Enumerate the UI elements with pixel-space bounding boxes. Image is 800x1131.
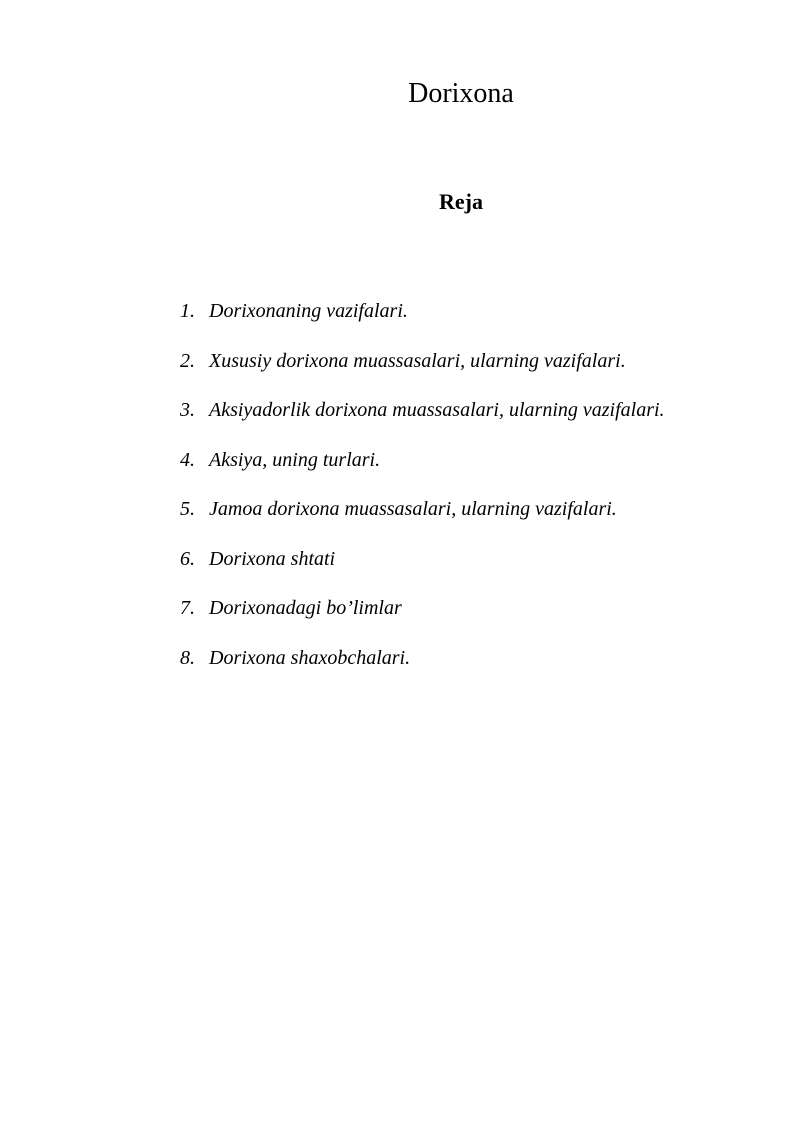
plan-heading: Reja xyxy=(439,189,483,214)
plan-item-text: Jamoa dorixona muassasalari, ularning vazifalari. xyxy=(209,498,617,520)
plan-item-number: 2. xyxy=(180,349,195,372)
plan-item-6 xyxy=(180,544,665,594)
plan-item-number: 5. xyxy=(180,498,195,520)
plan-item-text: Aksiyadorlik dorixona muassasalari, ularning vazifalari. xyxy=(209,399,665,421)
plan-list xyxy=(180,296,665,692)
plan-item-number: 3. xyxy=(180,399,195,421)
plan-item-number: 4. xyxy=(180,448,195,471)
plan-item-4 xyxy=(180,445,665,495)
plan-item-text: Xususiy dorixona muassasalari, ularning vazifalari. xyxy=(209,349,626,372)
plan-item-text: Dorixonadagi bo’limlar xyxy=(209,597,402,619)
plan-item-5 xyxy=(180,494,665,544)
plan-item-3 xyxy=(180,395,665,445)
plan-item-number: 7. xyxy=(180,597,195,619)
plan-item-number: 1. xyxy=(180,300,195,322)
plan-item-text: Dorixonaning vazifalari. xyxy=(209,300,408,322)
plan-item-text: Dorixona shtati xyxy=(209,547,336,570)
plan-item-2 xyxy=(180,346,665,396)
plan-item-number: 8. xyxy=(180,646,195,669)
plan-item-text: Dorixona shaxobchalari. xyxy=(209,646,411,669)
plan-item-text: Aksiya, uning turlari. xyxy=(209,448,381,471)
plan-item-1 xyxy=(180,296,665,346)
plan-item-7 xyxy=(180,593,665,643)
plan-item-8 xyxy=(180,643,665,693)
page-title: Dorixona xyxy=(408,78,514,109)
plan-item-number: 6. xyxy=(180,547,195,570)
